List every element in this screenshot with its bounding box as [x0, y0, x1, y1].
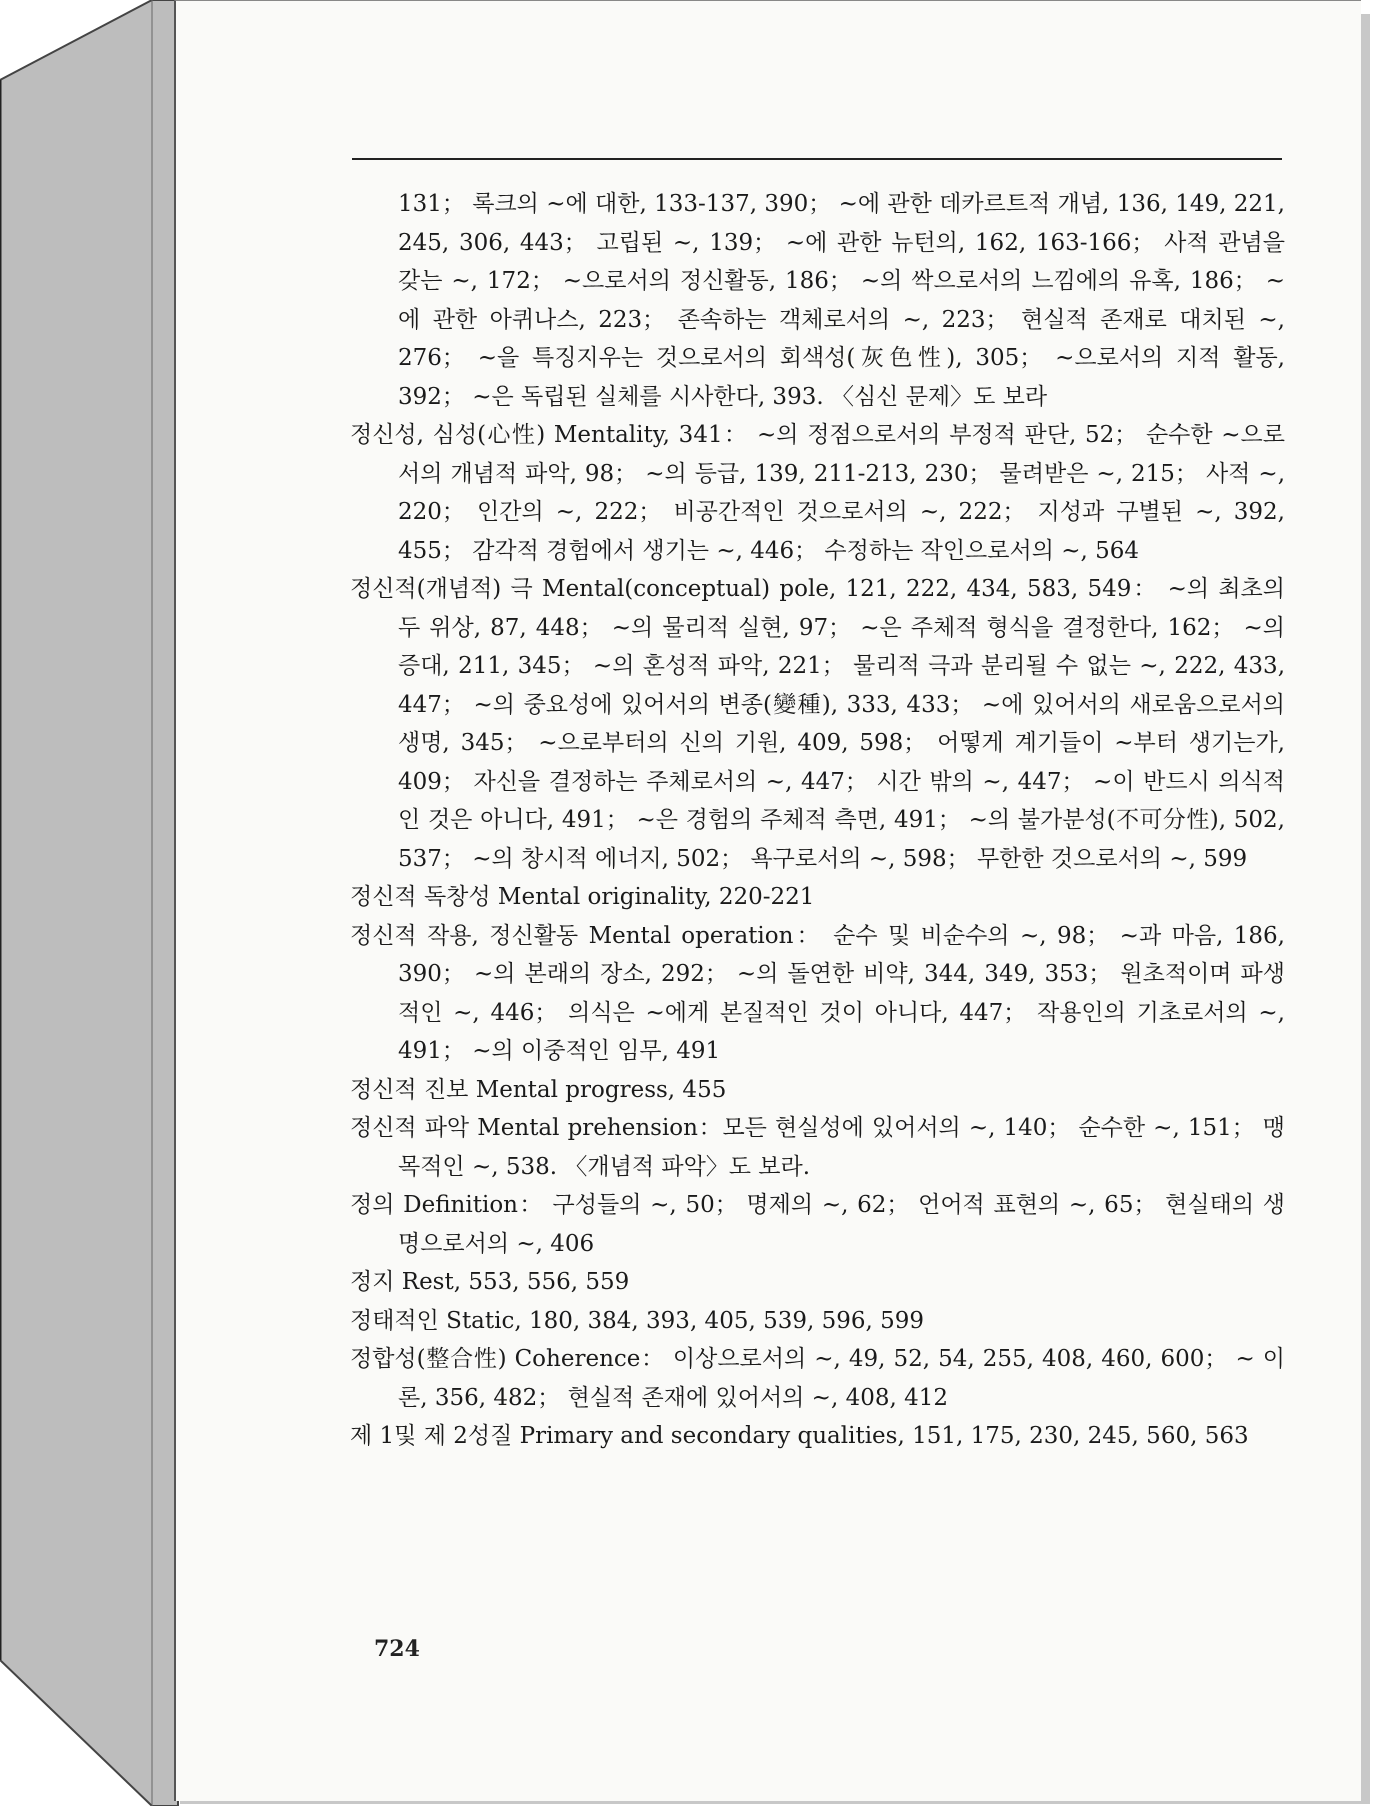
- index-entry: 정합성(整合性) Coherence： 이상으로서의 ~, 49, 52, 54, 255, 408, 460, 600； ~ 이론, 356, 482； 현실적 존재에 있어서의 ~, 408, 412: [350, 1346, 1285, 1411]
- index-entry: 정의 Definition： 구성들의 ~, 50； 명제의 ~, 62； 언어적 표현의 ~, 65； 현실태의 생명으로서의 ~, 406: [350, 1192, 1285, 1257]
- book-block-side: [0, 0, 180, 1806]
- index-entry: 정신적 독창성 Mental originality, 220-221: [350, 884, 815, 910]
- index-entry: 정신성, 심성(心性) Mentality, 341： ~의 정점으로서의 부정적 판단, 52； 순수한 ~으로서의 개념적 파악, 98； ~의 등급, 139, 211-213, 230； 물려받은 ~, 215； 사적 ~, 220； 인간의 ~, 222； 비공간적인 것으로서의 ~, 222； 지성과 구별된 ~, 392, 455； 감각적 경험에서 생기는 ~, 446； 수정하는 작인으로서의 ~, 564: [350, 422, 1285, 564]
- index-entry: 정지 Rest, 553, 556, 559: [350, 1269, 630, 1295]
- index-entry: 정신적 파악 Mental prehension：모든 현실성에 있어서의 ~, 140； 순수한 ~, 151； 맹목적인 ~, 538. 〈개념적 파악〉도 보라.: [350, 1115, 1285, 1180]
- index-entry: 정신적 작용, 정신활동 Mental operation： 순수 및 비순수의 ~, 98； ~과 마음, 186, 390； ~의 본래의 장소, 292； ~의 돌연한 비약, 344, 349, 353； 원초적이며 파생적인 ~, 446； 의식은 ~에게 본질적인 것이 아니다, 447； 작용인의 기초로서의 ~, 491； ~의 이중적인 임무, 491: [350, 922, 1285, 1064]
- index-entry-continuation: 131； 록크의 ~에 대한, 133-137, 390； ~에 관한 데카르트적 개념, 136, 149, 221, 245, 306, 443； 고립된 ~, 139； ~에 관한 뉴턴의, 162, 163-166； 사적 관념을 갖는 ~, 172； ~으로서의 정신활동, 186； ~의 싹으로서의 느낌에의 유혹, 186； ~에 관한 아퀴나스, 223； 존속하는 객체로서의 ~, 223； 현실적 존재로 대치된 ~, 276； ~을 특징지우는 것으로서의 회색성(灰色性), 305； ~으로서의 지적 활동, 392； ~은 독립된 실체를 시사한다, 393. 〈심신 문제〉도 보라: [398, 191, 1285, 410]
- header-rule: [352, 158, 1282, 160]
- page-number: 724: [374, 1636, 420, 1662]
- index-content: [350, 185, 1285, 1456]
- index-entry: 정신적(개념적) 극 Mental(conceptual) pole, 121, 222, 434, 583, 549： ~의 최초의 두 위상, 87, 448； ~의 물리적 실현, 97； ~은 주체적 형식을 결정한다, 162； ~의 증대, 211, 345； ~의 혼성적 파악, 221； 물리적 극과 분리될 수 없는 ~, 222, 433, 447； ~의 중요성에 있어서의 변종(變種), 333, 433； ~에 있어서의 새로움으로서의 생명, 345； ~으로부터의 신의 기원, 409, 598； 어떻게 계기들이 ~부터 생기는가, 409； 자신을 결정하는 주체로서의 ~, 447； 시간 밖의 ~, 447； ~이 반드시 의식적인 것은 아니다, 491； ~은 경험의 주체적 측면, 491； ~의 불가분성(不可分性), 502, 537； ~의 창시적 에너지, 502； 욕구로서의 ~, 598； 무한한 것으로서의 ~, 599: [350, 576, 1285, 872]
- index-entry: 제 1및 제 2성질 Primary and secondary qualities, 151, 175, 230, 245, 560, 563: [350, 1423, 1249, 1449]
- index-entry: 정신적 진보 Mental progress, 455: [350, 1076, 727, 1103]
- index-entry: 정태적인 Static, 180, 384, 393, 405, 539, 596, 599: [350, 1307, 925, 1334]
